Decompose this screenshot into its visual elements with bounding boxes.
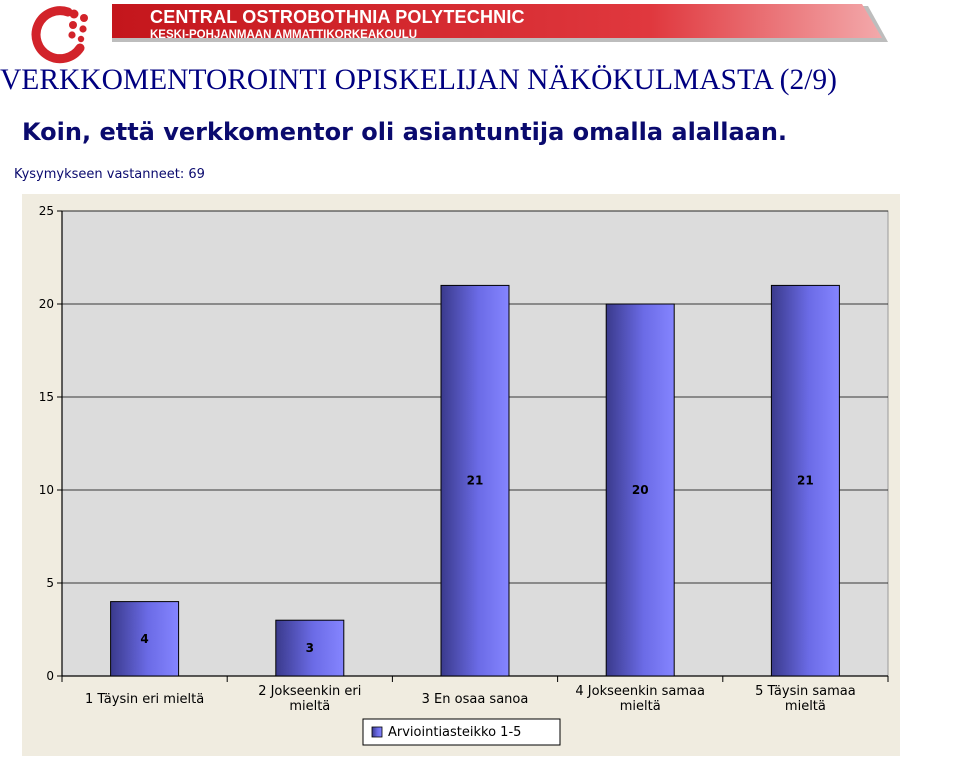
legend-swatch: [372, 727, 382, 737]
y-tick-label: 10: [38, 483, 54, 497]
x-tick-label: 1 Täysin eri mieltä: [84, 692, 205, 707]
page-title: VERKKOMENTOROINTI OPISKELIJAN NÄKÖKULMASTA (2/9): [0, 64, 837, 96]
y-tick-label: 5: [46, 576, 54, 590]
x-tick-label: mieltä: [289, 699, 331, 714]
bar-chart: [22, 194, 900, 756]
x-tick-label: mieltä: [619, 699, 661, 714]
respondent-count: Kysymykseen vastanneet: 69: [14, 167, 205, 182]
x-tick-label: 3 En osaa sanoa: [421, 692, 529, 707]
bar-value-label: 21: [797, 473, 814, 488]
question-text: Koin, että verkkomentor oli asiantuntija omalla alallaan.: [22, 118, 788, 146]
bar-value-label: 3: [305, 641, 314, 656]
legend-label: Arviointiasteikko 1-5: [388, 725, 522, 740]
y-tick-label: 20: [38, 297, 54, 311]
y-tick-label: 0: [46, 669, 54, 683]
polytechnic-logo: [28, 4, 94, 64]
y-tick-label: 25: [38, 204, 54, 218]
bar-value-label: 4: [140, 631, 149, 646]
x-tick-label: 4 Jokseenkin samaa: [575, 684, 705, 699]
institution-name: CENTRAL OSTROBOTHNIA POLYTECHNIC: [150, 7, 525, 27]
bar-value-label: 21: [466, 473, 484, 488]
y-tick-label: 15: [38, 390, 54, 404]
institution-subname: KESKI-POHJANMAAN AMMATTIKORKEAKOULU: [150, 29, 418, 41]
bar-value-label: 20: [631, 483, 649, 497]
x-tick-label: mieltä: [784, 699, 826, 714]
x-tick-label: 2 Jokseenkin eri: [258, 684, 362, 699]
x-tick-label: 5 Täysin samaa: [755, 684, 856, 699]
